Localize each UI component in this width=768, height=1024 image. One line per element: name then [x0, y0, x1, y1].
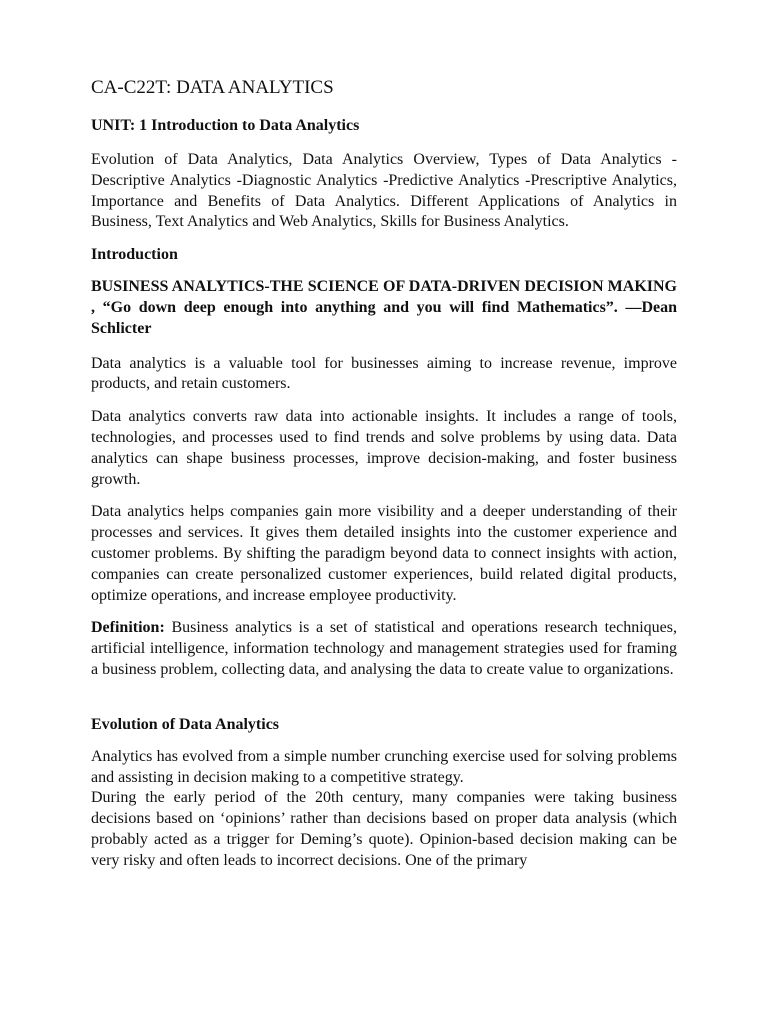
definition-text: Business analytics is a set of statistical and operations research techniques, artificial intelligence, information technology and management strategies used for framing a business problem, collecting data, and analysing the data to create value to organizations. — [91, 619, 677, 678]
unit-topics-paragraph: Evolution of Data Analytics, Data Analytics Overview, Types of Data Analytics -Descriptive Analytics -Diagnostic Analytics -Predictive Analytics -Prescriptive Analytics, Importance and Benefits of Data Analytics. Different Applications of Analytics in Business, Text Analytics and Web Analytics, Skills for Business Analytics. — [91, 151, 677, 231]
paragraph-2: Data analytics converts raw data into actionable insights. It includes a range of tools, technologies, and processes used to find trends and solve problems by using data. Data analytics can shape business processes, improve decision-making, and foster business growth. — [91, 408, 677, 488]
definition-label: Definition: — [91, 619, 165, 637]
spacer — [91, 693, 677, 715]
definition-paragraph — [91, 618, 677, 680]
paragraph-3: Data analytics helps companies gain more visibility and a deeper understanding of their processes and services. It gives them detailed insights into the customer experience and customer problems. By shifting the paradigm beyond data to connect insights with action, companies can create personalized customer experiences, build related digital products, optimize operations, and increase employee productivity. — [91, 503, 677, 604]
evolution-paragraph-2: During the early period of the 20th century, many companies were taking business decisions based on ‘opinions’ rather than decisions based on proper data analysis (which probably acted as a trigger for Deming’s quote). Opinion-based decision making can be very risky and often leads to incorrect decisions. One of the primary — [91, 789, 677, 869]
evolution-paragraph-1: Analytics has evolved from a simple number crunching exercise used for solving problems and assisting in decision making to a competitive strategy. — [91, 747, 677, 786]
evolution-heading: Evolution of Data Analytics — [91, 715, 280, 733]
paragraph-1: Data analytics is a valuable tool for businesses aiming to increase revenue, improve products, and retain customers. — [91, 354, 677, 393]
quote-paragraph: BUSINESS ANALYTICS-THE SCIENCE OF DATA-DRIVEN DECISION MAKING , “Go down deep enough into anything and you will find Mathematics”. —Dean Schlicter — [91, 278, 677, 337]
document-page — [91, 76, 677, 884]
introduction-heading: Introduction — [91, 246, 178, 264]
unit-heading: UNIT: 1 Introduction to Data Analytics — [91, 117, 360, 134]
document-title: CA-C22T: DATA ANALYTICS — [91, 77, 334, 98]
